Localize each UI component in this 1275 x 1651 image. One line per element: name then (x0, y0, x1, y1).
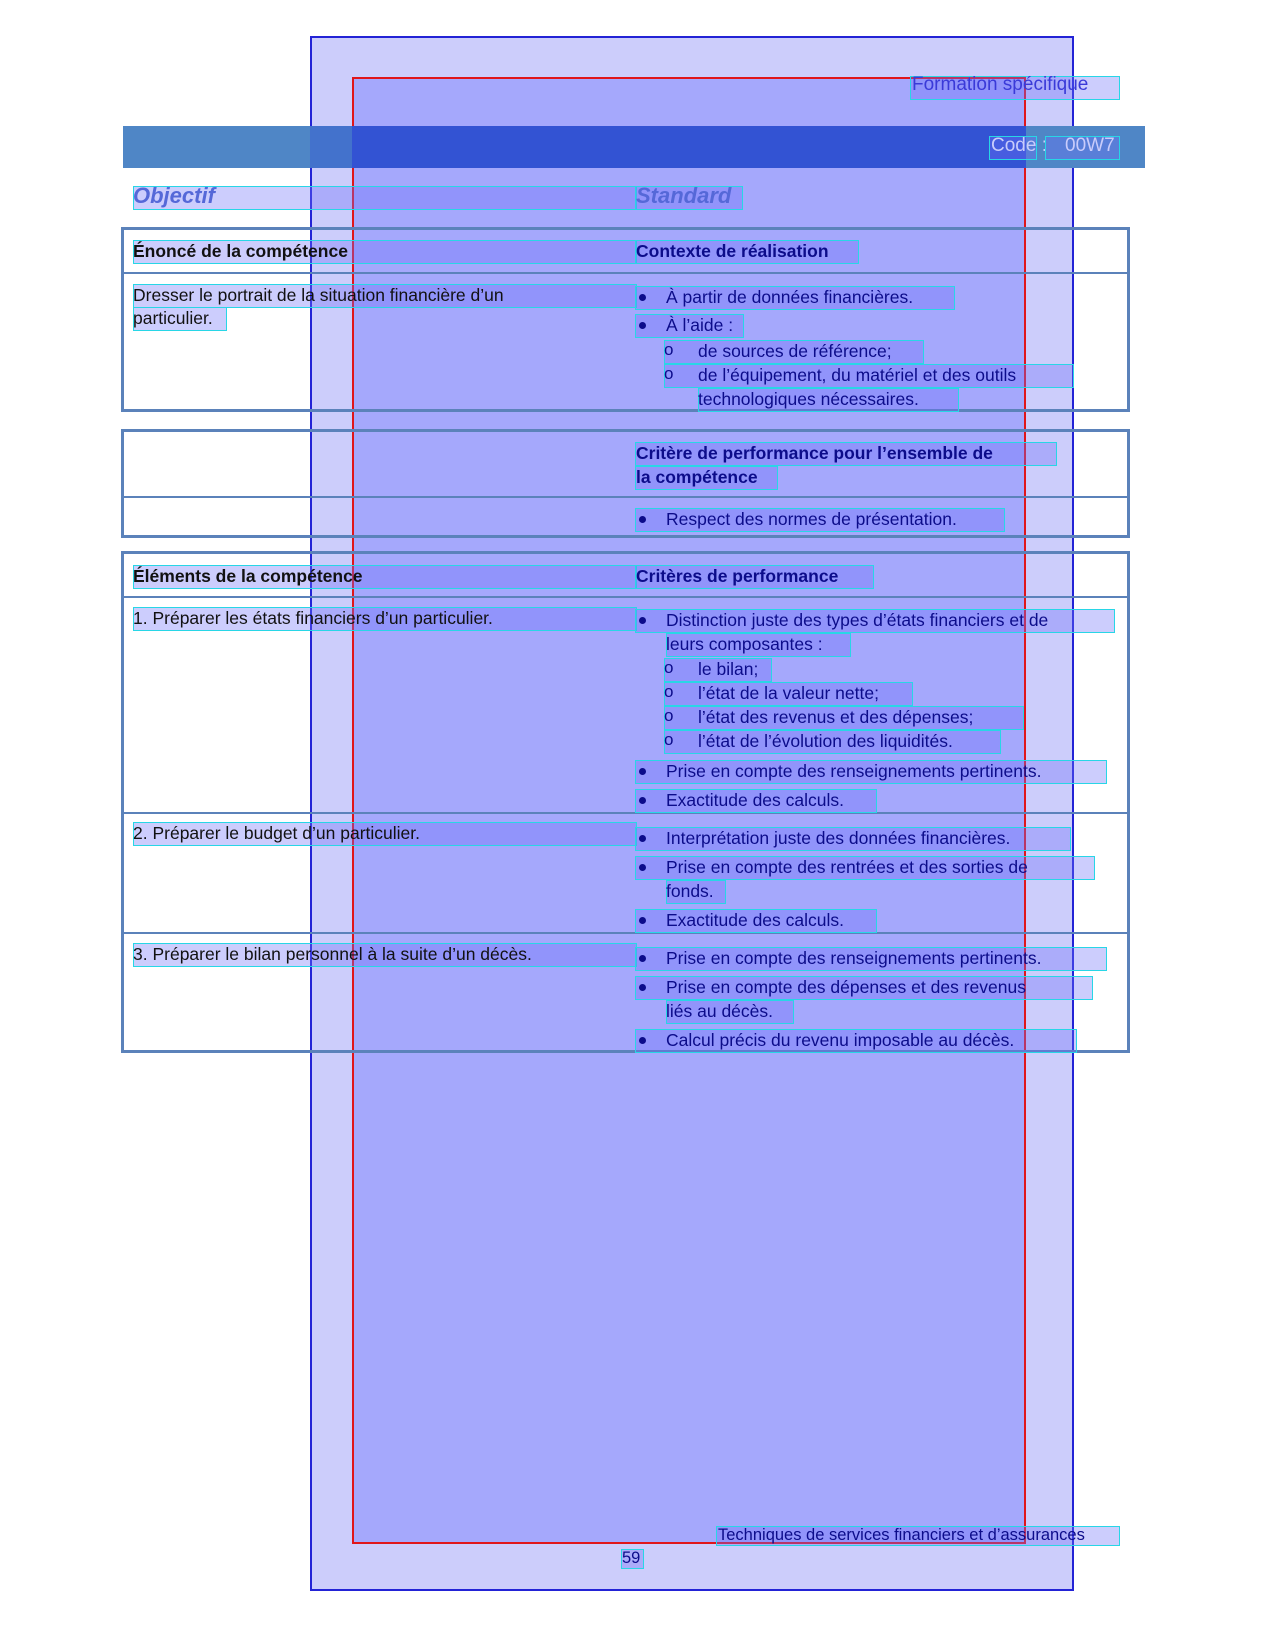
criterion-2-3: Exactitude des calculs. (666, 910, 845, 930)
criterion-1-1: Distinction juste des types d’états financiers et de (666, 610, 1049, 630)
criterion-3-3: Calcul précis du revenu imposable au décès. (666, 1030, 1015, 1050)
header-program-label: Formation spécifique (912, 74, 1089, 95)
code-band-mid (310, 126, 352, 168)
bullet-icon (639, 984, 646, 991)
criterion-3-2: Prise en compte des dépenses et des revenus (666, 977, 1026, 997)
bullet-icon (639, 768, 646, 775)
bullet-icon (639, 864, 646, 871)
elements-row-divider-2 (121, 932, 1130, 934)
bullet-icon (639, 835, 646, 842)
context-sub-2-line2: technologiques nécessaires. (698, 389, 919, 409)
element-1: 1. Préparer les états financiers d’un particulier. (133, 608, 493, 628)
element-2: 2. Préparer le budget d’un particulier. (133, 823, 420, 843)
bullet-icon (639, 322, 646, 329)
enonce-header: Énoncé de la compétence (133, 241, 348, 261)
context-sub-2: de l’équipement, du matériel et des outils (698, 365, 1017, 385)
bullet-icon (639, 917, 646, 924)
criterion-1-3: Exactitude des calculs. (666, 790, 845, 810)
criterion-2-2: Prise en compte des rentrées et des sorties de (666, 857, 1028, 877)
elements-table-header-divider (121, 596, 1130, 598)
criterion-3-1: Prise en compte des renseignements pertinents. (666, 948, 1042, 968)
criterion-1-1-line2: leurs composantes : (666, 634, 823, 654)
code-value: 00W7 (1065, 135, 1115, 156)
context-item-1: À partir de données financières. (666, 287, 914, 307)
sub-bullet-icon: o (664, 730, 674, 749)
bullet-icon (639, 797, 646, 804)
context-sub-1: de sources de référence; (698, 341, 892, 361)
contexte-header: Contexte de réalisation (636, 241, 829, 261)
element-3: 3. Préparer le bilan personnel à la suite d’un décès. (133, 944, 532, 964)
code-band-overlay (352, 126, 1026, 168)
sub-bullet-icon: o (664, 682, 674, 701)
bullet-icon (639, 955, 646, 962)
bullet-icon (639, 1037, 646, 1044)
sub-bullet-icon: o (664, 364, 674, 383)
context-item-2: À l’aide : (666, 315, 734, 335)
bullet-icon (639, 294, 646, 301)
competence-statement-line1: Dresser le portrait de la situation financière d’un (133, 285, 504, 305)
subitem-2: l’état de la valeur nette; (698, 683, 879, 703)
criterion-3-2-line2: liés au décès. (666, 1001, 774, 1021)
sub-bullet-icon: o (664, 706, 674, 725)
global-criteria-header-line1: Critère de performance pour l’ensemble de (636, 443, 993, 463)
subitem-4: l’état de l’évolution des liquidités. (698, 731, 953, 751)
subitem-1: le bilan; (698, 659, 759, 679)
competence-table-divider (121, 272, 1130, 274)
global-criteria-item-1: Respect des normes de présentation. (666, 509, 957, 529)
page-number: 59 (622, 1549, 641, 1567)
subitem-3: l’état des revenus et des dépenses; (698, 707, 974, 727)
elements-header: Éléments de la compétence (133, 566, 363, 586)
global-criteria-header-line2: la compétence (636, 467, 758, 487)
objectif-title: Objectif (133, 183, 215, 208)
competence-statement-line2: particulier. (133, 308, 213, 328)
bullet-icon (639, 617, 646, 624)
criterion-2-1: Interprétation juste des données financières. (666, 828, 1011, 848)
criterion-1-2: Prise en compte des renseignements pertinents. (666, 761, 1042, 781)
sub-bullet-icon: o (664, 658, 674, 677)
bullet-icon (639, 516, 646, 523)
footer-program-name: Techniques de services financiers et d’assurances (718, 1526, 1085, 1544)
sub-bullet-icon: o (664, 340, 674, 359)
standard-title: Standard (636, 183, 732, 208)
code-label: Code : (991, 135, 1047, 156)
criteria-header: Critères de performance (636, 566, 839, 586)
global-criteria-divider (121, 496, 1130, 498)
elements-row-divider-1 (121, 812, 1130, 814)
criterion-2-2-line2: fonds. (666, 881, 714, 901)
